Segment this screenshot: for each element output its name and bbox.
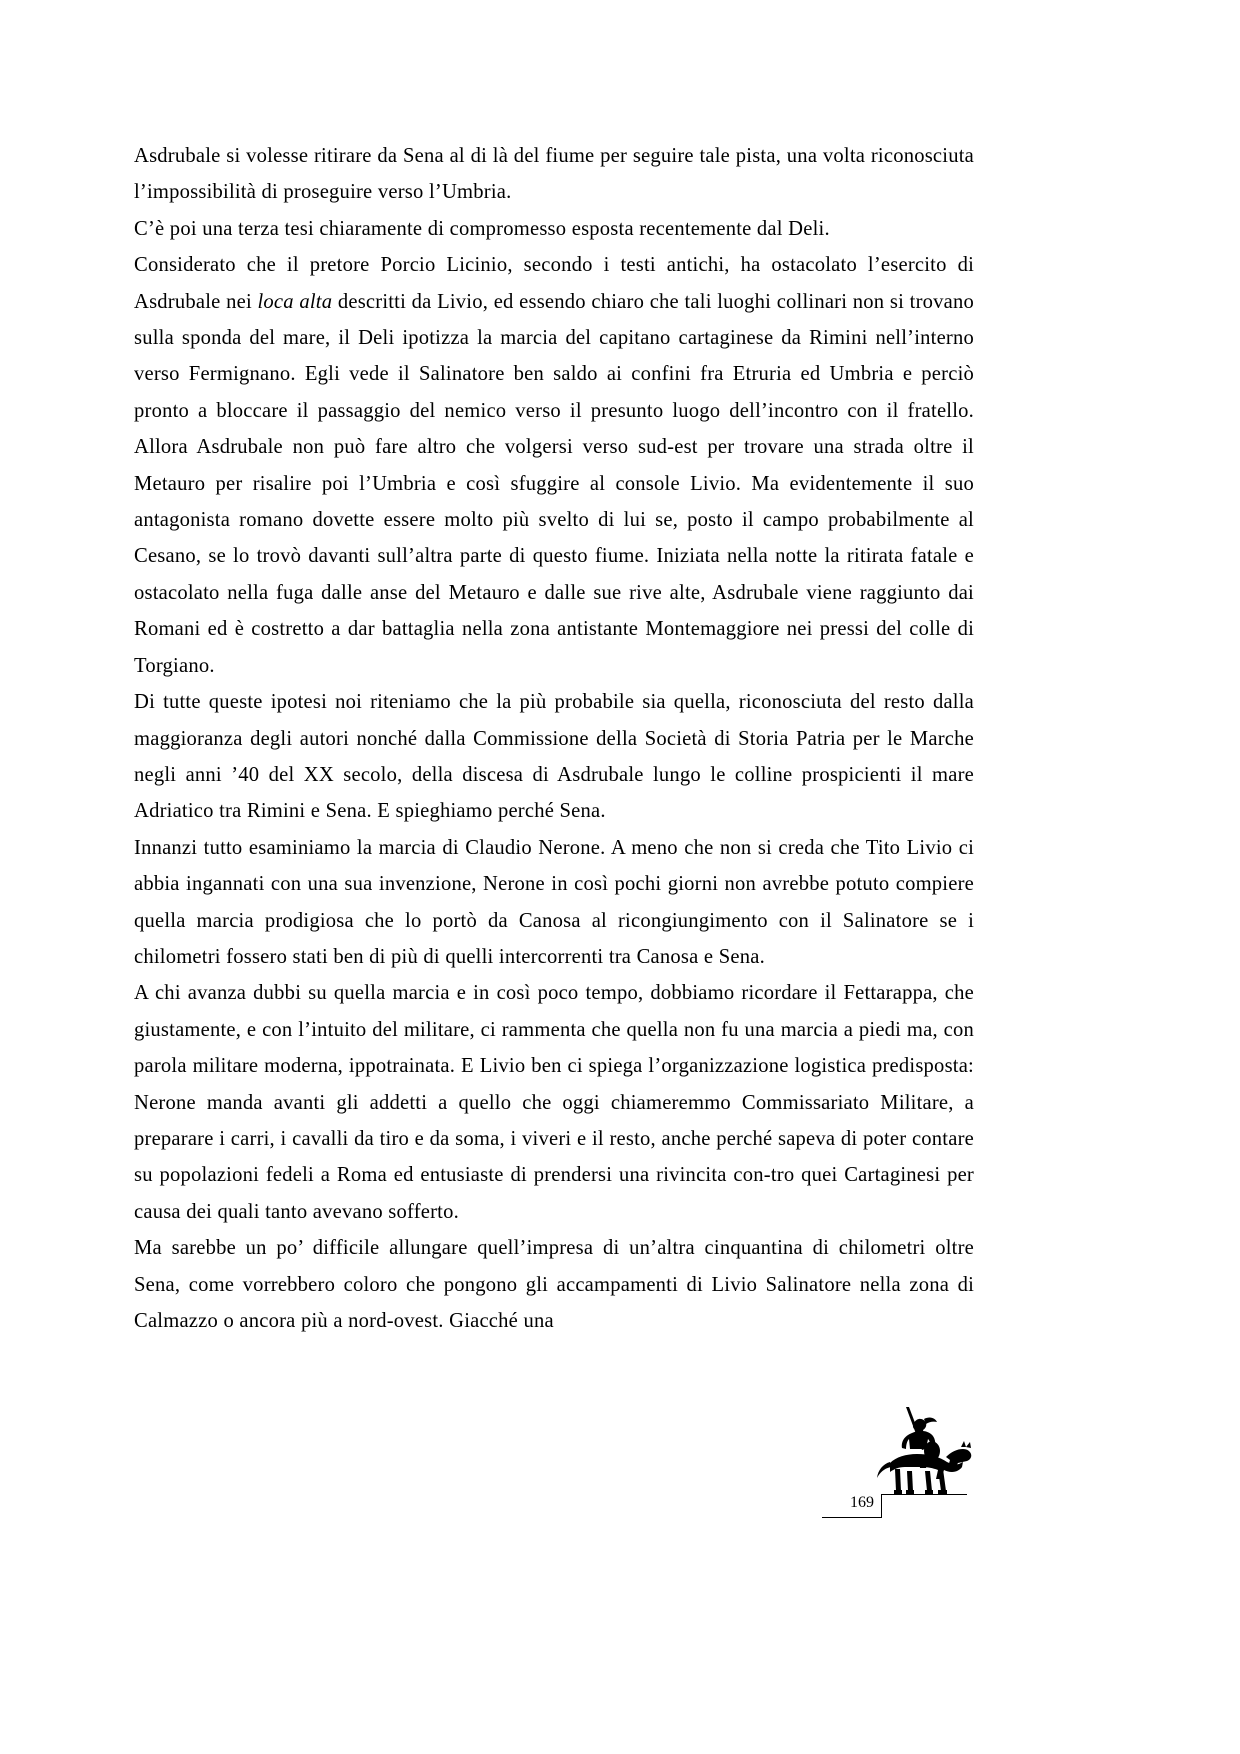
footer-rule-top [881,1494,967,1495]
paragraph-6: A chi avanza dubbi su quella marcia e in così poco tempo, dobbiamo ricordare il Fettarappa, che giustamente, e con l’intuito del militare, ci rammenta che quella non fu una marcia a piedi ma, con parola militare moderna, ippotrainata. E Livio ben ci spiega l’organizzazione logistica predisposta: Nerone manda avanti gli addetti a quello che oggi chiameremmo Commissariato Militare, a preparare i carri, i cavalli da tiro e da soma, i viveri e il resto, anche perché sapeva di poter contare su popolazioni fedeli a Roma ed entusiaste di prendersi una rivincita con-tro quei Cartaginesi per causa dei quali tanto avevano sofferto. [134,982,974,1223]
paragraph-4: Di tutte queste ipotesi noi riteniamo che la più probabile sia quella, riconosciuta del resto dalla maggioranza degli autori nonché dalla Commissione della Società di Storia Patria per le Marche negli anni ’40 del XX secolo, della discesa di Asdrubale lungo le colline prospicienti il mare Adriatico tra Rimini e Sena. E spieghiamo perché Sena. [134,691,974,823]
latin-term-loca-alta: loca alta [257,290,333,313]
footer-rule-vertical [881,1494,882,1518]
paragraph-3 [134,247,974,684]
paragraph-2: C’è poi una terza tesi chiaramente di compromesso esposta recentemente dal Deli. [134,217,830,240]
page-number: 169 [850,1494,874,1511]
footer-rule-bottom [822,1517,882,1518]
body-text-column [134,138,974,1339]
paragraph-3-part-1: Considerato che il pretore Porcio Licinio, secondo i testi antichi, ha ostacolato l’esercito di Asdrubale nei [134,254,974,313]
paragraph-7: Ma sarebbe un po’ difficile allungare quell’impresa di un’altra cinquantina di chilometri oltre Sena, come vorrebbero coloro che pongono gli accampamenti di Livio Salinatore nella zona di Calmazzo o ancora più a nord-ovest. Giacché una [134,1237,974,1332]
paragraph-5: Innanzi tutto esaminiamo la marcia di Claudio Nerone. A meno che non si creda che Tito Livio ci abbia ingannati con una sua invenzione, Nerone in così pochi giorni non avrebbe potuto compiere quella marcia prodigiosa che lo portò da Canosa al ricongiungimento con il Salinatore se i chilometri fossero stati ben di più di quelli intercorrenti tra Canosa e Sena. [134,836,974,968]
page-footer [0,1398,1240,1558]
knight-on-horseback-icon [862,1405,972,1500]
paragraph-3-part-2: descritti da Livio, ed essendo chiaro che tali luoghi collinari non si trovano sulla sponda del mare, il Deli ipotizza la marcia del capitano cartaginese da Rimini nell’interno verso Fermignano. Egli vede il Salinatore ben saldo ai confini fra Etruria ed Umbria e perciò pronto a bloccare il passaggio del nemico verso il presunto luogo dell’incontro con il fratello. Allora Asdrubale non può fare altro che volgersi verso sud-est per trovare una strada oltre il Metauro per risalire poi l’Umbria e così sfuggire al console Livio. Ma evidentemente il suo antagonista romano dovette essere molto più svelto di lui se, posto il campo probabilmente al Cesano, se lo trovò davanti sull’altra parte di questo fiume. Iniziata nella notte la ritirata fatale e ostacolato nella fuga dalle anse del Metauro e dalle sue rive alte, Asdrubale viene raggiunto dai Romani ed è costretto a dar battaglia nella zona antistante Montemaggiore nei pressi del colle di Torgiano. [134,290,974,677]
paragraph-1: Asdrubale si volesse ritirare da Sena al di là del fiume per seguire tale pista, una volta riconosciuta l’impossibilità di proseguire verso l’Umbria. [134,145,974,204]
